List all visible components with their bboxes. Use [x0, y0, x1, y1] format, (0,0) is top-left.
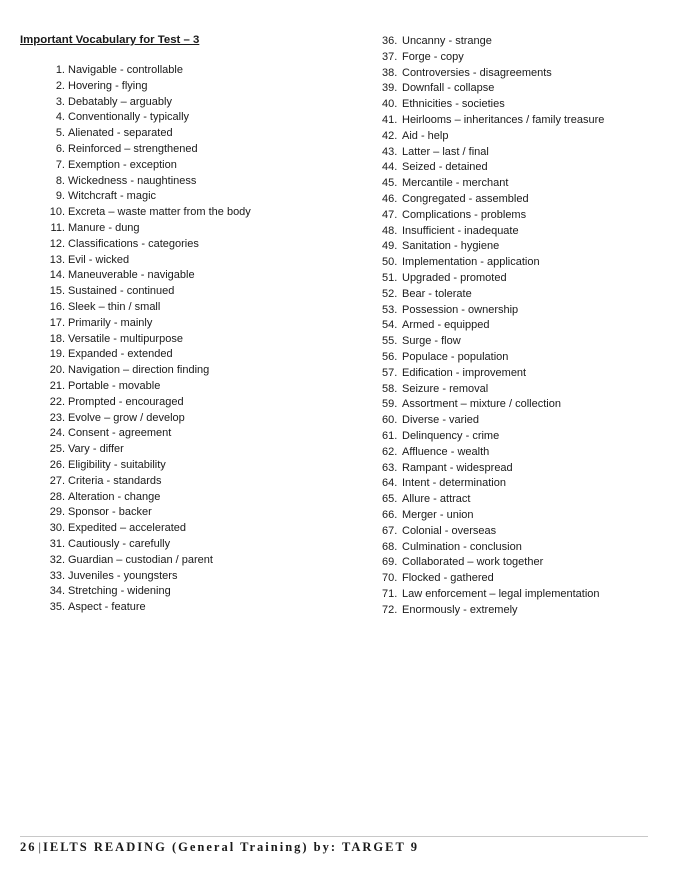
item-text: Ethnicities - societies — [402, 98, 505, 111]
item-number: 30. — [49, 522, 65, 535]
item-number: 49. — [382, 240, 398, 253]
item-number: 19. — [49, 348, 65, 361]
item-text: Aid - help — [402, 129, 449, 142]
item-number: 15. — [49, 285, 65, 298]
item-text: Guardian – custodian / parent — [68, 553, 213, 566]
item-number: 40. — [382, 98, 398, 111]
item-text: Excreta – waste matter from the body — [68, 206, 251, 219]
vocabulary-item — [20, 174, 360, 190]
footer-text: IELTS READING (General Training) by: TARGET 9 — [43, 840, 419, 854]
vocabulary-list — [382, 34, 672, 618]
vocabulary-item — [382, 555, 672, 571]
item-text: Reinforced – strengthened — [68, 142, 198, 155]
vocabulary-item — [20, 537, 360, 553]
vocabulary-item — [20, 237, 360, 253]
item-text: Law enforcement – legal implementation — [402, 587, 600, 600]
vocabulary-item — [382, 603, 672, 619]
item-text: Merger - union — [402, 508, 474, 521]
item-text: Affluence - wealth — [402, 445, 490, 458]
vocabulary-item — [20, 395, 360, 411]
item-number: 66. — [382, 508, 398, 521]
item-number: 16. — [49, 300, 65, 313]
item-text: Alienated - separated — [68, 127, 173, 140]
item-text: Hovering - flying — [68, 79, 148, 92]
vocabulary-item — [382, 81, 672, 97]
item-number: 11. — [50, 221, 65, 234]
item-number: 18. — [49, 332, 65, 345]
item-text: Forge - copy — [402, 50, 464, 63]
footer-separator: | — [38, 840, 42, 854]
item-text: Navigable - controllable — [68, 64, 183, 76]
vocabulary-item — [382, 192, 672, 208]
item-number: 59. — [382, 398, 398, 411]
item-text: Latter – last / final — [402, 145, 489, 158]
vocabulary-list-left — [20, 63, 360, 616]
vocabulary-item — [382, 508, 672, 524]
vocabulary-item — [20, 284, 360, 300]
item-text: Delinquency - crime — [402, 429, 500, 442]
item-number: 43. — [382, 145, 398, 158]
item-text: Aspect - feature — [68, 601, 146, 614]
vocabulary-item — [20, 205, 360, 221]
item-number: 54. — [382, 319, 398, 332]
item-text: Primarily - mainly — [68, 316, 153, 329]
item-number: 32. — [49, 553, 65, 566]
vocabulary-item — [20, 268, 360, 284]
item-number: 67. — [382, 524, 398, 537]
item-text: Enormously - extremely — [402, 603, 518, 616]
vocabulary-item — [20, 363, 360, 379]
vocabulary-item — [382, 397, 672, 413]
item-text: Flocked - gathered — [402, 572, 494, 585]
item-number: 5. — [55, 127, 65, 140]
item-number: 12. — [49, 237, 65, 250]
item-number: 36. — [382, 35, 398, 47]
vocabulary-item — [382, 97, 672, 113]
vocabulary-item — [20, 521, 360, 537]
vocabulary-item — [382, 271, 672, 287]
item-number: 7. — [55, 158, 65, 171]
vocabulary-item — [382, 160, 672, 176]
vocabulary-item — [382, 50, 672, 66]
item-text: Sanitation - hygiene — [402, 240, 500, 253]
vocabulary-item — [382, 239, 672, 255]
item-text: Consent - agreement — [68, 427, 172, 440]
item-text: Sustained - continued — [68, 285, 175, 298]
item-text: Debatably – arguably — [68, 95, 172, 108]
item-number: 46. — [382, 192, 398, 205]
item-text: Assortment – mixture / collection — [402, 398, 561, 411]
vocabulary-item — [20, 332, 360, 348]
item-text: Manure - dung — [68, 221, 140, 234]
vocabulary-item — [20, 79, 360, 95]
item-text: Downfall - collapse — [402, 82, 495, 95]
item-number: 39. — [382, 82, 398, 95]
item-number: 35. — [49, 601, 65, 614]
item-number: 8. — [55, 174, 65, 187]
item-number: 3. — [55, 95, 65, 108]
item-text: Diverse - varied — [402, 414, 480, 427]
vocabulary-item — [382, 303, 672, 319]
vocabulary-item — [382, 524, 672, 540]
item-number: 6. — [55, 142, 65, 155]
vocabulary-item — [382, 492, 672, 508]
item-text: Prompted - encouraged — [68, 395, 184, 408]
item-text: Colonial - overseas — [402, 524, 497, 537]
item-text: Expanded - extended — [68, 348, 173, 361]
vocabulary-item — [20, 505, 360, 521]
vocabulary-item — [382, 318, 672, 334]
item-text: Juveniles - youngsters — [68, 569, 178, 582]
vocabulary-item — [20, 569, 360, 585]
vocabulary-item — [382, 224, 672, 240]
item-number: 21. — [49, 379, 65, 392]
item-text: Seized - detained — [402, 161, 488, 174]
item-number: 14. — [49, 269, 65, 282]
vocabulary-item — [20, 300, 360, 316]
vocabulary-item — [20, 110, 360, 126]
item-text: Evolve – grow / develop — [68, 411, 185, 424]
item-number: 13. — [49, 253, 65, 266]
item-number: 50. — [382, 256, 398, 269]
item-number: 34. — [49, 585, 65, 598]
item-number: 51. — [382, 271, 398, 284]
item-text: Stretching - widening — [68, 585, 171, 598]
item-number: 60. — [382, 414, 398, 427]
vocabulary-item — [20, 347, 360, 363]
vocabulary-item — [20, 158, 360, 174]
item-number: 1. — [55, 64, 65, 76]
item-text: Cautiously - carefully — [68, 537, 171, 550]
vocabulary-item — [382, 382, 672, 398]
item-text: Allure - attract — [402, 493, 471, 506]
item-text: Classifications - categories — [68, 237, 199, 250]
item-text: Culmination - conclusion — [402, 540, 522, 553]
vocabulary-item — [382, 461, 672, 477]
vocabulary-item — [20, 63, 360, 79]
item-number: 44. — [382, 161, 398, 174]
item-number: 69. — [382, 556, 398, 569]
vocabulary-item — [20, 95, 360, 111]
item-number: 63. — [382, 461, 398, 474]
vocabulary-item — [382, 429, 672, 445]
vocabulary-item — [382, 287, 672, 303]
item-number: 61. — [382, 429, 398, 442]
item-number: 22. — [49, 395, 65, 408]
vocabulary-item — [20, 126, 360, 142]
vocabulary-item — [20, 379, 360, 395]
item-text: Complications - problems — [402, 208, 527, 221]
item-text: Evil - wicked — [68, 253, 130, 266]
item-number: 9. — [55, 190, 65, 203]
item-number: 23. — [49, 411, 65, 424]
item-number: 41. — [382, 113, 398, 126]
item-text: Eligibility - suitability — [68, 458, 166, 471]
item-number: 29. — [49, 506, 65, 519]
vocabulary-item — [20, 584, 360, 600]
vocabulary-item — [382, 350, 672, 366]
item-text: Portable - movable — [68, 379, 161, 392]
item-number: 27. — [49, 474, 65, 487]
item-text: Versatile - multipurpose — [68, 332, 183, 345]
vocabulary-item — [20, 442, 360, 458]
item-text: Mercantile - merchant — [402, 177, 509, 190]
item-number: 58. — [382, 382, 398, 395]
item-text: Maneuverable - navigable — [68, 269, 195, 282]
vocabulary-item — [382, 66, 672, 82]
item-number: 4. — [55, 111, 65, 124]
item-text: Possession - ownership — [402, 303, 519, 316]
vocabulary-item — [20, 142, 360, 158]
item-text: Alteration - change — [68, 490, 161, 503]
page-footer — [20, 840, 419, 855]
item-number: 33. — [49, 569, 65, 582]
item-number: 62. — [382, 445, 398, 458]
item-text: Populace - population — [402, 350, 509, 363]
item-text: Heirlooms – inheritances / family treasure — [402, 113, 605, 126]
item-text: Conventionally - typically — [68, 111, 190, 124]
vocabulary-item — [20, 189, 360, 205]
vocabulary-item — [382, 366, 672, 382]
item-text: Criteria - standards — [68, 474, 162, 487]
item-text: Wickedness - naughtiness — [68, 174, 197, 187]
vocabulary-item — [382, 208, 672, 224]
item-text: Expedited – accelerated — [68, 522, 187, 535]
vocabulary-item — [20, 600, 360, 616]
item-number: 10. — [49, 206, 65, 219]
item-number: 26. — [49, 458, 65, 471]
vocabulary-item — [382, 113, 672, 129]
vocabulary-item — [382, 476, 672, 492]
item-number: 47. — [382, 208, 398, 221]
vocabulary-item — [382, 540, 672, 556]
item-text: Bear - tolerate — [402, 287, 472, 300]
item-number: 28. — [49, 490, 65, 503]
item-number: 56. — [382, 350, 398, 363]
item-text: Witchcraft - magic — [68, 190, 157, 203]
page-title: Important Vocabulary for Test – 3 — [20, 34, 200, 46]
vocabulary-item — [382, 145, 672, 161]
vocabulary-item — [382, 571, 672, 587]
item-number: 72. — [382, 603, 398, 616]
vocabulary-item — [20, 411, 360, 427]
item-text: Sponsor - backer — [68, 506, 152, 519]
vocabulary-item — [20, 553, 360, 569]
item-text: Uncanny - strange — [402, 35, 492, 47]
vocabulary-item — [20, 316, 360, 332]
vocabulary-item — [382, 445, 672, 461]
footer-divider — [20, 836, 648, 837]
item-text: Intent - determination — [402, 477, 506, 490]
item-number: 37. — [382, 50, 398, 63]
item-number: 45. — [382, 177, 398, 190]
item-text: Vary - differ — [68, 443, 124, 456]
item-text: Seizure - removal — [402, 382, 489, 395]
vocabulary-item — [382, 334, 672, 350]
vocabulary-item — [20, 458, 360, 474]
item-number: 17. — [49, 316, 65, 329]
item-number: 25. — [49, 443, 65, 456]
item-text: Edification - improvement — [402, 366, 527, 379]
item-text: Congregated - assembled — [402, 192, 529, 205]
item-text: Sleek – thin / small — [68, 300, 161, 313]
item-text: Collaborated – work together — [402, 556, 544, 569]
item-number: 55. — [382, 335, 398, 348]
item-text: Controversies - disagreements — [402, 66, 552, 79]
item-number: 31. — [49, 537, 65, 550]
vocabulary-item — [20, 253, 360, 269]
item-text: Insufficient - inadequate — [402, 224, 519, 237]
vocabulary-item — [20, 474, 360, 490]
item-text: Upgraded - promoted — [402, 271, 507, 284]
item-text: Rampant - widespread — [402, 461, 513, 474]
item-number: 52. — [382, 287, 398, 300]
item-number: 68. — [382, 540, 398, 553]
item-number: 65. — [382, 493, 398, 506]
vocabulary-item — [382, 129, 672, 145]
item-text: Armed - equipped — [402, 319, 490, 332]
vocabulary-list — [20, 63, 360, 616]
vocabulary-list-right — [382, 34, 672, 618]
vocabulary-item — [382, 34, 672, 50]
item-text: Implementation - application — [402, 256, 540, 269]
vocabulary-item — [382, 176, 672, 192]
item-text: Navigation – direction finding — [68, 364, 210, 377]
vocabulary-item — [20, 426, 360, 442]
item-text: Exemption - exception — [68, 158, 177, 171]
item-number: 38. — [382, 66, 398, 79]
item-number: 20. — [49, 364, 65, 377]
vocabulary-item — [382, 255, 672, 271]
item-number: 24. — [49, 427, 65, 440]
item-number: 2. — [55, 79, 65, 92]
item-number: 48. — [382, 224, 398, 237]
item-number: 64. — [382, 477, 398, 490]
item-number: 71. — [382, 587, 398, 600]
item-text: Surge - flow — [402, 335, 461, 348]
item-number: 57. — [382, 366, 398, 379]
page-number: 26 — [20, 840, 37, 854]
item-number: 70. — [382, 572, 398, 585]
vocabulary-item — [382, 413, 672, 429]
vocabulary-item — [20, 221, 360, 237]
vocabulary-item — [20, 490, 360, 506]
item-number: 42. — [382, 129, 398, 142]
vocabulary-item — [382, 587, 672, 603]
item-number: 53. — [382, 303, 398, 316]
